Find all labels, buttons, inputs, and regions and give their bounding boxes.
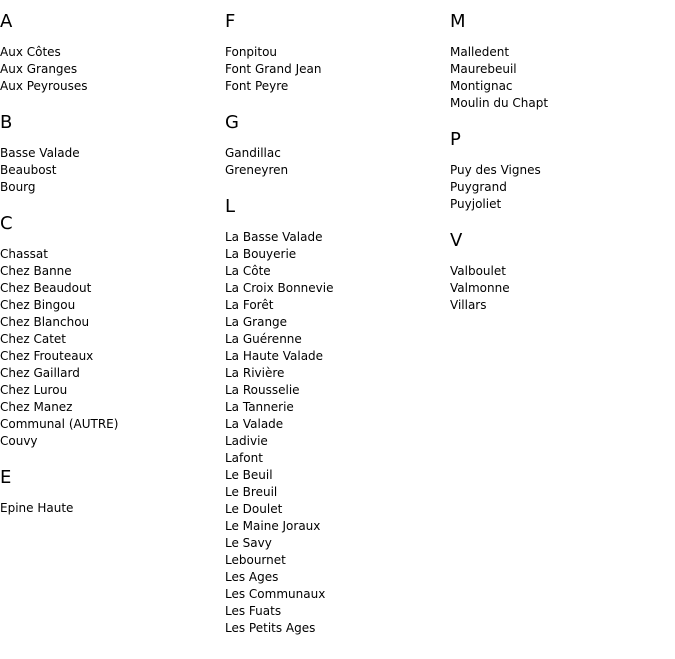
list-item xyxy=(0,263,225,280)
list-item xyxy=(225,518,450,535)
place-link-chez-beaudout[interactable]: Chez Beaudout xyxy=(0,281,92,295)
place-list xyxy=(225,229,450,637)
place-link-chez-banne[interactable]: Chez Banne xyxy=(0,264,72,278)
list-item xyxy=(0,500,225,517)
place-list xyxy=(0,145,225,196)
list-item xyxy=(0,44,225,61)
place-link-puygrand[interactable]: Puygrand xyxy=(450,180,507,194)
place-list xyxy=(0,246,225,450)
list-item xyxy=(225,229,450,246)
list-item xyxy=(450,162,675,179)
list-item xyxy=(0,382,225,399)
list-item xyxy=(450,179,675,196)
place-link-les-fuats[interactable]: Les Fuats xyxy=(225,604,282,618)
list-item xyxy=(225,78,450,95)
place-link-puyjoliet[interactable]: Puyjoliet xyxy=(450,197,502,211)
place-link-valboulet[interactable]: Valboulet xyxy=(450,264,506,278)
list-item xyxy=(225,552,450,569)
list-item xyxy=(450,44,675,61)
list-item xyxy=(225,280,450,297)
place-link-le-breuil[interactable]: Le Breuil xyxy=(225,485,278,499)
letter-heading: C xyxy=(0,213,13,234)
place-link-basse-valade[interactable]: Basse Valade xyxy=(0,146,80,160)
place-link-communal-autre[interactable]: Communal (AUTRE) xyxy=(0,417,119,431)
place-link-couvy[interactable]: Couvy xyxy=(0,434,38,448)
place-link-le-maine-joraux[interactable]: Le Maine Joraux xyxy=(225,519,321,533)
letter-group-v xyxy=(450,231,675,314)
place-list xyxy=(450,162,675,213)
letter-group-c xyxy=(0,214,225,450)
list-item xyxy=(225,162,450,179)
letter-group-e xyxy=(0,468,225,517)
place-link-ladivie[interactable]: Ladivie xyxy=(225,434,268,448)
place-link-le-savy[interactable]: Le Savy xyxy=(225,536,272,550)
letter-heading: B xyxy=(0,112,13,133)
list-item xyxy=(450,196,675,213)
list-item xyxy=(0,246,225,263)
place-link-chez-lurou[interactable]: Chez Lurou xyxy=(0,383,68,397)
place-link-aux-peyrouses[interactable]: Aux Peyrouses xyxy=(0,79,88,93)
place-link-aux-granges[interactable]: Aux Granges xyxy=(0,62,78,76)
list-item xyxy=(450,280,675,297)
letter-group-g xyxy=(225,113,450,179)
list-item xyxy=(225,263,450,280)
place-link-epine-haute[interactable]: Epine Haute xyxy=(0,501,74,515)
list-item xyxy=(225,365,450,382)
letter-group-m xyxy=(450,12,675,112)
list-item xyxy=(225,331,450,348)
place-link-la-cote[interactable]: La Côte xyxy=(225,264,271,278)
list-item xyxy=(225,620,450,637)
list-item xyxy=(225,246,450,263)
letter-group-f xyxy=(225,12,450,95)
list-item xyxy=(225,348,450,365)
list-item xyxy=(0,331,225,348)
list-item xyxy=(0,280,225,297)
list-item xyxy=(225,433,450,450)
list-item xyxy=(450,297,675,314)
place-link-villars[interactable]: Villars xyxy=(450,298,487,312)
list-item xyxy=(225,450,450,467)
place-link-la-tannerie[interactable]: La Tannerie xyxy=(225,400,294,414)
place-link-puy-des-vignes[interactable]: Puy des Vignes xyxy=(450,163,541,177)
place-list xyxy=(0,500,225,517)
list-item xyxy=(225,484,450,501)
letter-heading: F xyxy=(225,11,236,32)
place-link-gandillac[interactable]: Gandillac xyxy=(225,146,281,160)
letter-heading: A xyxy=(0,11,13,32)
place-link-bourg[interactable]: Bourg xyxy=(0,180,36,194)
index-column-3 xyxy=(450,0,675,332)
place-link-la-foret[interactable]: La Forêt xyxy=(225,298,274,312)
list-item xyxy=(0,365,225,382)
list-item xyxy=(450,78,675,95)
place-link-beaubost[interactable]: Beaubost xyxy=(0,163,57,177)
place-link-greneyren[interactable]: Greneyren xyxy=(225,163,289,177)
place-link-la-valade[interactable]: La Valade xyxy=(225,417,284,431)
list-item xyxy=(0,433,225,450)
index-column-2 xyxy=(225,0,450,655)
place-link-montignac[interactable]: Montignac xyxy=(450,79,513,93)
place-link-lafont[interactable]: Lafont xyxy=(225,451,263,465)
place-link-la-basse-valade[interactable]: La Basse Valade xyxy=(225,230,323,244)
place-link-font-grand-jean[interactable]: Font Grand Jean xyxy=(225,62,322,76)
place-link-moulin-du-chapt[interactable]: Moulin du Chapt xyxy=(450,96,549,110)
letter-heading: P xyxy=(450,129,461,150)
place-link-chez-frouteaux[interactable]: Chez Frouteaux xyxy=(0,349,94,363)
list-item xyxy=(225,416,450,433)
list-item xyxy=(450,95,675,112)
list-item xyxy=(0,314,225,331)
list-item xyxy=(225,145,450,162)
place-link-malledent[interactable]: Malledent xyxy=(450,45,510,59)
list-item xyxy=(0,297,225,314)
place-link-les-communaux[interactable]: Les Communaux xyxy=(225,587,326,601)
place-link-chez-blanchou[interactable]: Chez Blanchou xyxy=(0,315,90,329)
place-list xyxy=(225,44,450,95)
place-link-font-peyre[interactable]: Font Peyre xyxy=(225,79,289,93)
list-item xyxy=(225,297,450,314)
index-column-1 xyxy=(0,0,225,535)
place-link-chassat[interactable]: Chassat xyxy=(0,247,48,261)
list-item xyxy=(225,467,450,484)
list-item xyxy=(0,162,225,179)
place-link-aux-cotes[interactable]: Aux Côtes xyxy=(0,45,61,59)
place-link-chez-manez[interactable]: Chez Manez xyxy=(0,400,73,414)
place-list xyxy=(450,263,675,314)
list-item xyxy=(0,399,225,416)
letter-group-l xyxy=(225,197,450,637)
place-link-lebournet[interactable]: Lebournet xyxy=(225,553,286,567)
list-item xyxy=(0,145,225,162)
list-item xyxy=(225,586,450,603)
list-item xyxy=(225,314,450,331)
list-item xyxy=(225,535,450,552)
place-link-la-grange[interactable]: La Grange xyxy=(225,315,288,329)
place-link-fonpitou[interactable]: Fonpitou xyxy=(225,45,278,59)
list-item xyxy=(0,61,225,78)
list-item xyxy=(225,569,450,586)
place-link-chez-gaillard[interactable]: Chez Gaillard xyxy=(0,366,80,380)
list-item xyxy=(225,603,450,620)
place-link-la-rousselie[interactable]: La Rousselie xyxy=(225,383,300,397)
list-item xyxy=(225,44,450,61)
place-link-la-guerenne[interactable]: La Guérenne xyxy=(225,332,302,346)
letter-heading: M xyxy=(450,11,466,32)
place-link-chez-bingou[interactable]: Chez Bingou xyxy=(0,298,76,312)
place-link-les-petits-ages[interactable]: Les Petits Ages xyxy=(225,621,316,635)
place-list xyxy=(225,145,450,179)
place-link-la-riviere[interactable]: La Rivière xyxy=(225,366,285,380)
place-link-les-ages[interactable]: Les Ages xyxy=(225,570,279,584)
place-link-la-haute-valade[interactable]: La Haute Valade xyxy=(225,349,324,363)
place-link-la-croix-bonnevie[interactable]: La Croix Bonnevie xyxy=(225,281,334,295)
place-link-maurebeuil[interactable]: Maurebeuil xyxy=(450,62,517,76)
letter-heading: L xyxy=(225,196,236,217)
list-item xyxy=(225,61,450,78)
place-link-valmonne[interactable]: Valmonne xyxy=(450,281,510,295)
letter-heading: G xyxy=(225,112,239,133)
letter-group-a xyxy=(0,12,225,95)
list-item xyxy=(0,416,225,433)
list-item xyxy=(0,179,225,196)
list-item xyxy=(450,263,675,280)
list-item xyxy=(225,399,450,416)
letter-heading: E xyxy=(0,467,12,488)
place-link-le-doulet[interactable]: Le Doulet xyxy=(225,502,283,516)
place-list xyxy=(0,44,225,95)
place-list xyxy=(450,44,675,112)
letter-group-b xyxy=(0,113,225,196)
list-item xyxy=(225,501,450,518)
list-item xyxy=(450,61,675,78)
list-item xyxy=(0,78,225,95)
letter-group-p xyxy=(450,130,675,213)
place-link-la-bouyerie[interactable]: La Bouyerie xyxy=(225,247,297,261)
list-item xyxy=(0,348,225,365)
place-link-le-beuil[interactable]: Le Beuil xyxy=(225,468,273,482)
letter-heading: V xyxy=(450,230,463,251)
list-item xyxy=(225,382,450,399)
place-link-chez-catet[interactable]: Chez Catet xyxy=(0,332,67,346)
